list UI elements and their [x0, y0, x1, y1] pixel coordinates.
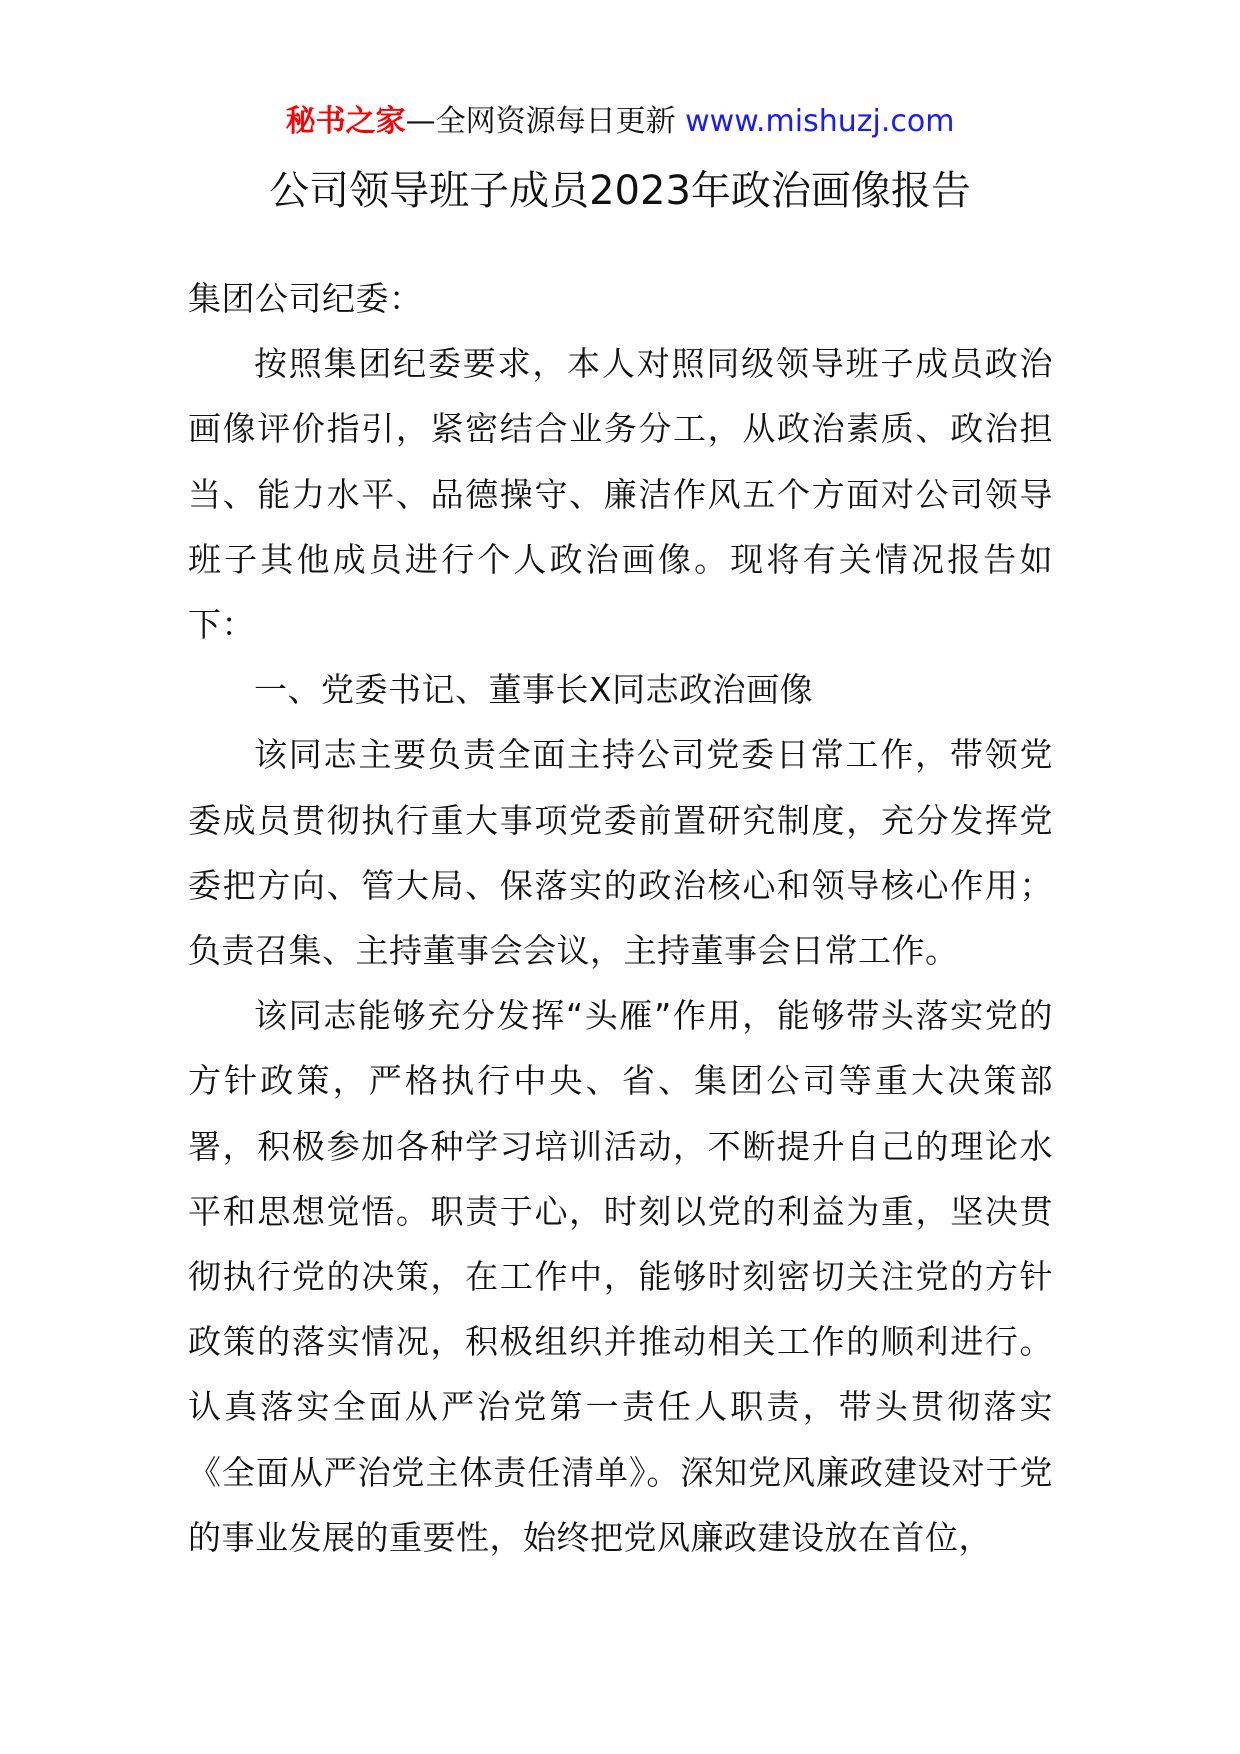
- paragraph-intro: 按照集团纪委要求，本人对照同级领导班子成员政治画像评价指引，紧密结合业务分工，从政治素质、政治担当、能力水平、品德操守、廉洁作风五个方面对公司领导班子其他成员进行个人政治画像。现将有关情况报告如下：: [188, 344, 1053, 645]
- site-header: [0, 100, 1240, 144]
- header-tagline: —全网资源每日更新: [405, 104, 686, 139]
- brand-name: 秘书之家: [285, 104, 406, 139]
- paragraph-duties: 该同志主要负责全面主持公司党委日常工作，带领党委成员贯彻执行重大事项党委前置研究制度，充分发挥党委把方向、管大局、保落实的政治核心和领导核心作用；负责召集、主持董事会会议，主持董事会日常工作。: [188, 735, 1053, 971]
- salutation: 集团公司纪委：: [188, 279, 423, 318]
- site-url-link[interactable]: www.mishuzj.com: [685, 104, 955, 139]
- paragraph-assessment: 该同志能够充分发挥“头雁”作用，能够带头落实党的方针政策，严格执行中央、省、集团公司等重大决策部署，积极参加各种学习培训活动，不断提升自己的理论水平和思想觉悟。职责于心，时刻以党的利益为重，坚决贯彻执行党的决策，在工作中，能够时刻密切关注党的方针政策的落实情况，积极组织并推动相关工作的顺利进行。认真落实全面从严治党第一责任人职责，带头贯彻落实《全面从严治党主体责任清单》。深知党风廉政建设对于党的事业发展的重要性，始终把党风廉政建设放在首位，: [188, 996, 1053, 1557]
- document-title: 公司领导班子成员2023年政治画像报告: [269, 168, 971, 214]
- document-body: [188, 266, 1053, 1570]
- section-heading: 一、党委书记、董事长X同志政治画像: [254, 670, 814, 710]
